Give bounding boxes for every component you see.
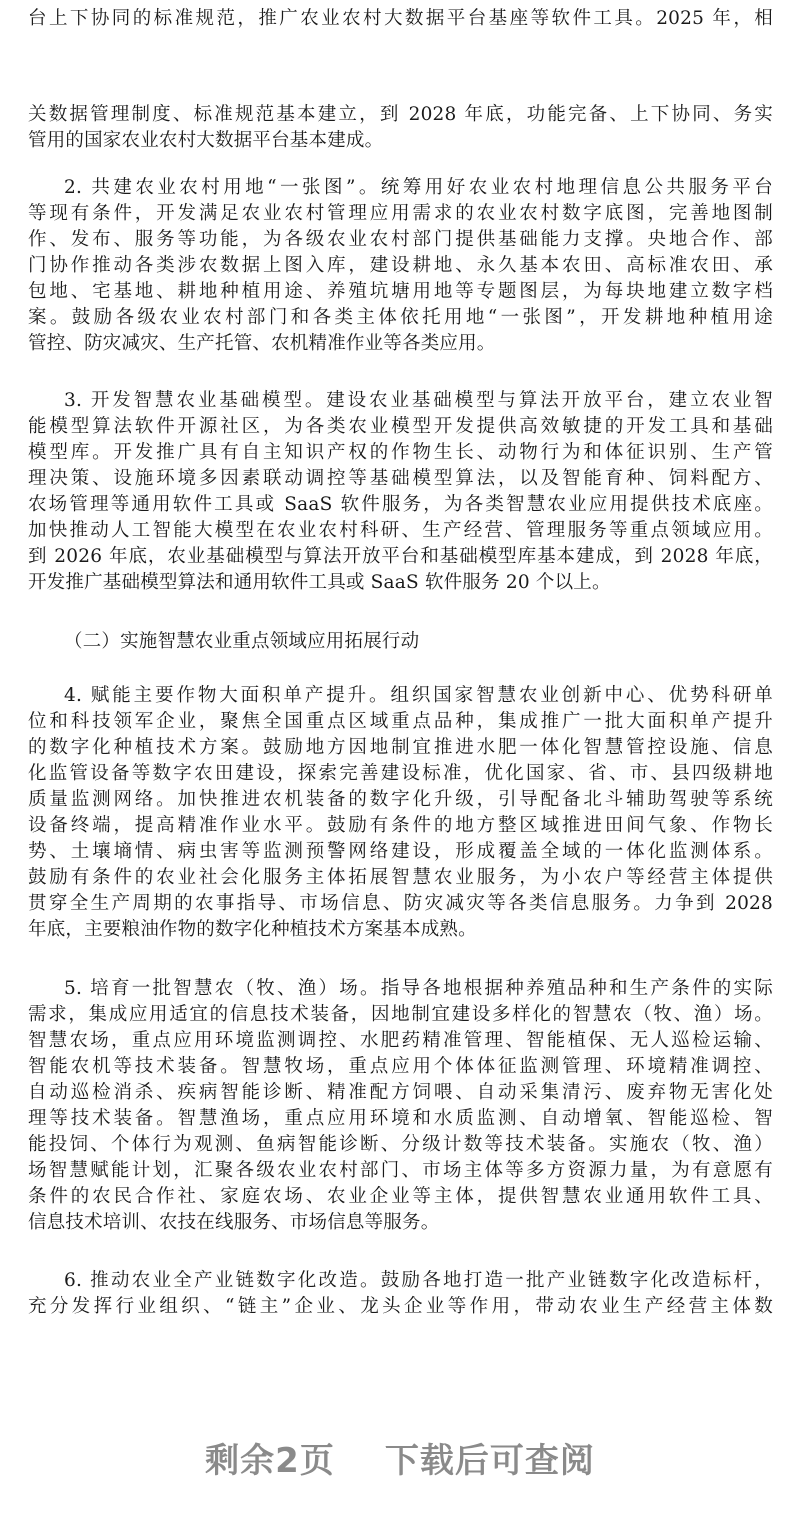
text-line: 管用的国家农业农村大数据平台基本建成。 [28,130,384,151]
paragraph-5-line: 智能农机等技术装备。智慧牧场，重点应用个体体征监测管理、环境精准调控、 [28,1056,773,1077]
paragraph-4-line: 质量监测网络。加快推进农机装备的数字化升级，引导配备北斗辅助驾驶等系统 [28,789,773,810]
text-line: 台上下协同的标准规范，推广农业农村大数据平台基座等软件工具。2025 年，相 [28,8,773,29]
download-to-view-label: 下载后可查阅 [384,1441,595,1481]
paragraph-3-line: 理决策、设施环境多因素联动调控等基础模型算法，以及智能育种、饲料配方、 [28,468,773,489]
paragraph-3-line: 开发推广基础模型算法和通用软件工具或 SaaS 软件服务 20 个以上。 [28,572,611,593]
section-heading: （二）实施智慧农业重点领域应用拓展行动 [64,631,420,652]
text-line: 关数据管理制度、标准规范基本建立，到 2028 年底，功能完备、上下协同、务实 [28,104,773,125]
paragraph-2-line: 包地、宅基地、耕地种植用途、养殖坑塘用地等专题图层，为每块地建立数字档 [28,281,773,302]
paragraph-5-line: 5. 培育一批智慧农（牧、渔）场。指导各地根据种养殖品种和生产条件的实际 [64,978,773,999]
paragraph-5-line: 自动巡检消杀、疾病智能诊断、精准配方饲喂、自动采集清污、废弃物无害化处 [28,1082,773,1103]
remaining-pages-banner[interactable] [0,1433,800,1482]
paragraph-3-line: 模型库。开发推广具有自主知识产权的作物生长、动物行为和体征识别、生产管 [28,442,773,463]
paragraph-3-line: 到 2026 年底，农业基础模型与算法开放平台和基础模型库基本建成，到 2028 年底， [28,546,773,567]
paragraph-5-line: 需求，集成应用适宜的信息技术装备，因地制宜建设多样化的智慧农（牧、渔）场。 [28,1004,773,1025]
paragraph-2-line: 管控、防灾减灾、生产托管、农机精准作业等各类应用。 [28,333,496,354]
paragraph-4-line: 化监管设备等数字农田建设，探索完善建设标准，优化国家、省、市、县四级耕地 [28,763,773,784]
paragraph-4-line: 设备终端，提高精准作业水平。鼓励有条件的地方整区域推进田间气象、作物长 [28,815,773,836]
paragraph-4-line: 贯穿全生产周期的农事指导、市场信息、防灾减灾等各类信息服务。力争到 2028 [28,893,773,914]
remaining-pages-label: 剩余2页 [205,1441,335,1481]
paragraph-5-line: 信息技术培训、农技在线服务、市场信息等服务。 [28,1212,440,1233]
paragraph-2-line: 作、发布、服务等功能，为各级农业农村部门提供基础能力支撑。央地合作、部 [28,229,773,250]
paragraph-3-line: 3. 开发智慧农业基础模型。建设农业基础模型与算法开放平台，建立农业智 [64,390,773,411]
paragraph-3-line: 能模型算法软件开源社区，为各类农业模型开发提供高效敏捷的开发工具和基础 [28,416,773,437]
paragraph-2-line: 案。鼓励各级农业农村部门和各类主体依托用地“一张图”，开发耕地种植用途 [28,307,773,328]
paragraph-5-line: 场智慧赋能计划，汇聚各级农业农村部门、市场主体等多方资源力量，为有意愿有 [28,1160,773,1181]
paragraph-4-line: 的数字化种植技术方案。鼓励地方因地制宜推进水肥一体化智慧管控设施、信息 [28,737,773,758]
paragraph-5-line: 条件的农民合作社、家庭农场、农业企业等主体，提供智慧农业通用软件工具、 [28,1186,773,1207]
paragraph-3-line: 加快推动人工智能大模型在农业农村科研、生产经营、管理服务等重点领域应用。 [28,520,773,541]
paragraph-4-line: 鼓励有条件的农业社会化服务主体拓展智慧农业服务，为小农户等经营主体提供 [28,867,773,888]
paragraph-5-line: 理等技术装备。智慧渔场，重点应用环境和水质监测、自动增氧、智能巡检、智 [28,1108,773,1129]
paragraph-5-line: 能投饲、个体行为观测、鱼病智能诊断、分级计数等技术装备。实施农（牧、渔） [28,1134,773,1155]
paragraph-5-line: 智慧农场，重点应用环境监测调控、水肥药精准管理、智能植保、无人巡检运输、 [28,1030,773,1051]
paragraph-2-line: 门协作推动各类涉农数据上图入库，建设耕地、永久基本农田、高标准农田、承 [28,255,773,276]
paragraph-6-line: 6. 推动农业全产业链数字化改造。鼓励各地打造一批产业链数字化改造标杆， [64,1270,773,1291]
paragraph-4-line: 势、土壤墒情、病虫害等监测预警网络建设，形成覆盖全域的一体化监测体系。 [28,841,773,862]
paragraph-2-line: 等现有条件，开发满足农业农村管理应用需求的农业农村数字底图，完善地图制 [28,203,773,224]
paragraph-4-line: 位和科技领军企业，聚焦全国重点区域重点品种，集成推广一批大面积单产提升 [28,711,773,732]
paragraph-2-line: 2. 共建农业农村用地“一张图”。统筹用好农业农村地理信息公共服务平台 [64,177,773,198]
paragraph-3-line: 农场管理等通用软件工具或 SaaS 软件服务，为各类智慧农业应用提供技术底座。 [28,494,773,515]
paragraph-6-line: 充分发挥行业组织、“链主”企业、龙头企业等作用，带动农业生产经营主体数 [28,1296,773,1317]
paragraph-4-line: 4. 赋能主要作物大面积单产提升。组织国家智慧农业创新中心、优势科研单 [64,685,773,706]
paragraph-4-line: 年底，主要粮油作物的数字化种植技术方案基本成熟。 [28,919,477,940]
